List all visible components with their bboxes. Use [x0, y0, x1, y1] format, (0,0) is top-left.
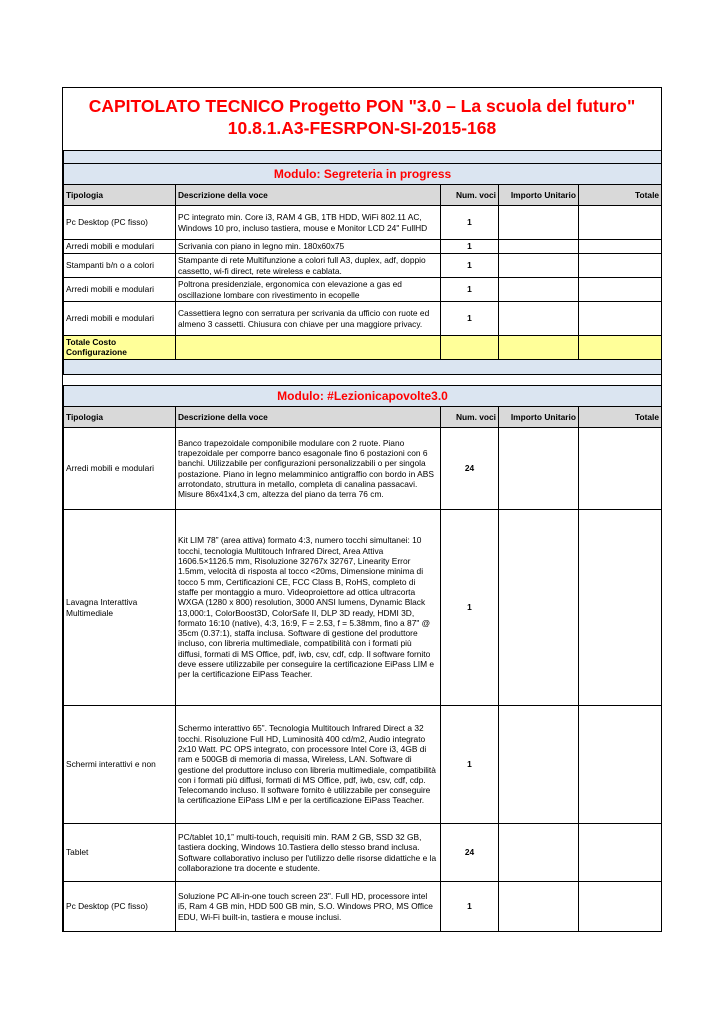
- cell-tipologia: Arredi mobili e modulari: [64, 240, 176, 254]
- cell-num: 1: [441, 882, 499, 932]
- cell-totale: [579, 206, 662, 240]
- table-row: [64, 882, 662, 932]
- cell-totale: [579, 824, 662, 882]
- table-row: [64, 240, 662, 254]
- col-tipologia: Tipologia: [64, 407, 176, 428]
- table-row: [64, 824, 662, 882]
- table-row: [64, 706, 662, 824]
- cell-totale: [579, 240, 662, 254]
- module-title: Modulo: Segreteria in progress: [64, 164, 662, 185]
- col-tipologia: Tipologia: [64, 185, 176, 206]
- separator-band: [64, 359, 662, 374]
- table-header: [64, 407, 662, 428]
- cell-num: 24: [441, 428, 499, 510]
- cell-totale: [579, 510, 662, 706]
- col-importo: Importo Unitario: [499, 407, 579, 428]
- cell-descrizione: Scrivania con piano in legno min. 180x60x75: [176, 240, 441, 254]
- cell-importo: [499, 706, 579, 824]
- cell-importo: [499, 428, 579, 510]
- col-totale: Totale: [579, 185, 662, 206]
- total-row: [64, 336, 662, 360]
- cell-importo: [499, 882, 579, 932]
- table-row: [64, 206, 662, 240]
- table-row: [64, 278, 662, 302]
- cell-importo: [499, 510, 579, 706]
- cell-descrizione: Banco trapezoidale componibile modulare con 2 ruote. Piano trapezoidale per comporre banco esagonale fino 6 postazioni con 6 banchi. Utilizzabile per configurazioni personalizzabili o per singola postazione. Piano in legno melamminico antigraffio con bordo in ABS arrotondato, struttura in metallo, completa di canalina passacavi. Misure 86x41x4,3 cm, altezza del piano da terra 76 cm.: [176, 428, 441, 510]
- col-num-voci: Num. voci: [441, 185, 499, 206]
- cell-num: 1: [441, 240, 499, 254]
- cell-num: 1: [441, 510, 499, 706]
- table-row: [64, 510, 662, 706]
- cell-importo: [499, 302, 579, 336]
- cell-totale: [579, 882, 662, 932]
- cell-num: 24: [441, 824, 499, 882]
- table-row: [64, 302, 662, 336]
- cell-num: 1: [441, 302, 499, 336]
- col-importo: Importo Unitario: [499, 185, 579, 206]
- cell-totale: [579, 706, 662, 824]
- cell-tipologia: Arredi mobili e modulari: [64, 302, 176, 336]
- cell-tipologia: Pc Desktop (PC fisso): [64, 206, 176, 240]
- cell-totale: [579, 428, 662, 510]
- cell-descrizione: Cassettiera legno con serratura per scrivania da ufficio con ruote ed almeno 3 cassetti. Chiusura con chiave per una maggiore privacy.: [176, 302, 441, 336]
- table-row: [64, 254, 662, 278]
- cell-importo: [499, 278, 579, 302]
- cell-num: 1: [441, 206, 499, 240]
- col-num-voci: Num. voci: [441, 407, 499, 428]
- col-totale: Totale: [579, 407, 662, 428]
- cell-descrizione: Stampante di rete Multifunzione a colori full A3, duplex, adf, doppio cassetto, wi-fi direct, rete wireless e cablata.: [176, 254, 441, 278]
- total-label: Totale Costo Configurazione: [64, 336, 176, 360]
- col-descrizione: Descrizione della voce: [176, 407, 441, 428]
- cell-tipologia: Arredi mobili e modulari: [64, 428, 176, 510]
- cell-tipologia: Arredi mobili e modulari: [64, 278, 176, 302]
- cell-descrizione: Soluzione PC All-in-one touch screen 23". Full HD, processore intel i5, Ram 4 GB min, HDD 500 GB min, S.O. Windows PRO, MS Office EDU, Wi-Fi built-in, tastiera e mouse inclusi.: [176, 882, 441, 932]
- cell-importo: [499, 254, 579, 278]
- cell-tipologia: Schermi interattivi e non: [64, 706, 176, 824]
- module-segreteria: [63, 150, 661, 375]
- title-line-1: CAPITOLATO TECNICO Progetto PON "3.0 – La scuola del futuro": [88, 96, 636, 116]
- cell-descrizione: Kit LIM 78” (area attiva) formato 4:3, numero tocchi simultanei: 10 tocchi, tecnologia Multitouch Infrared Direct, Area Attiva 1606.5×1126.5 mm, Risoluzione 32767x 32767, Linearity Error 1.5mm, velocità di risposta al tocco <20ms, Dimensione minima di tocco 5 mm, Certificazioni CE, FCC Class B, RoHS, completo di staffe per montaggio a muro. Videoproiettore ad ottica ultracorta WXGA (1280 x 800) resolution, 3000 ANSI lumens, Dynamic Black 13,000:1, ColorBoost3D, ColorSafe II, DLP 3D ready, HDMI 3D, formato 16:10 (native), 4:3, 16:9, F = 2.53, f = 5.38mm, fino a 87" @ 35cm (0.37:1), staffa inclusa. Software di gestione del produttore incluso, con libreria multimediale, compatibilità con i formati più diffusi, formati di MS Office, pdf, iwb, csv, cdf, cdp. Il software fornito deve essere utilizzabile per conseguire la certificazione EiPass LIM e per la certificazione EiPass Teacher.: [176, 510, 441, 706]
- cell-descrizione: Schermo interattivo 65”. Tecnologia Multitouch Infrared Direct a 32 tocchi. Risoluzione Full HD, Luminosità 400 cd/m2, Audio integrato 2x10 Watt. PC OPS integrato, con processore Intel Core i3, 4GB di ram e 500GB di memoria di massa, Wireless, LAN. Software di gestione del produttore incluso con libreria multimediale, compatibilità con i formati più diffusi, formati di MS Office, pdf, iwb, csv, cdf, cdp. Telecomando incluso. Il software fornito è utilizzabile per conseguire la certificazione EiPass LIM e per la certificazione EiPass Teacher.: [176, 706, 441, 824]
- cell-descrizione: Poltrona presidenziale, ergonomica con elevazione a gas ed oscillazione lombare con rivestimento in ecopelle: [176, 278, 441, 302]
- cell-totale: [579, 302, 662, 336]
- cell-tipologia: Tablet: [64, 824, 176, 882]
- module-title: Modulo: #Lezionicapovolte3.0: [64, 386, 662, 407]
- cell-totale: [579, 254, 662, 278]
- cell-importo: [499, 240, 579, 254]
- table-header: [64, 185, 662, 206]
- title-line-2: 10.8.1.A3-FESRPON-SI-2015-168: [227, 118, 497, 138]
- table-row: [64, 428, 662, 510]
- spreadsheet-sheet: [62, 87, 662, 932]
- cell-tipologia: Stampanti b/n o a colori: [64, 254, 176, 278]
- cell-descrizione: PC/tablet 10,1” multi-touch, requisiti min. RAM 2 GB, SSD 32 GB, tastiera docking, Windows 10.Tastiera dello stesso brand inclusa. Software collaborativo incluso per l'utilizzo delle risorse didattiche e la collaborazione tra docente e studente.: [176, 824, 441, 882]
- module-lezionicapovolte: [63, 385, 661, 932]
- separator-band: [64, 151, 662, 164]
- cell-descrizione: PC integrato min. Core i3, RAM 4 GB, 1TB HDD, WiFi 802.11 AC, Windows 10 pro, incluso tastiera, mouse e Monitor LCD 24" FullHD: [176, 206, 441, 240]
- cell-num: 1: [441, 254, 499, 278]
- cell-tipologia: Lavagna Interattiva Multimediale: [64, 510, 176, 706]
- cell-num: 1: [441, 278, 499, 302]
- cell-importo: [499, 206, 579, 240]
- col-descrizione: Descrizione della voce: [176, 185, 441, 206]
- cell-tipologia: Pc Desktop (PC fisso): [64, 882, 176, 932]
- cell-importo: [499, 824, 579, 882]
- cell-totale: [579, 278, 662, 302]
- cell-num: 1: [441, 706, 499, 824]
- document-title: [63, 88, 661, 150]
